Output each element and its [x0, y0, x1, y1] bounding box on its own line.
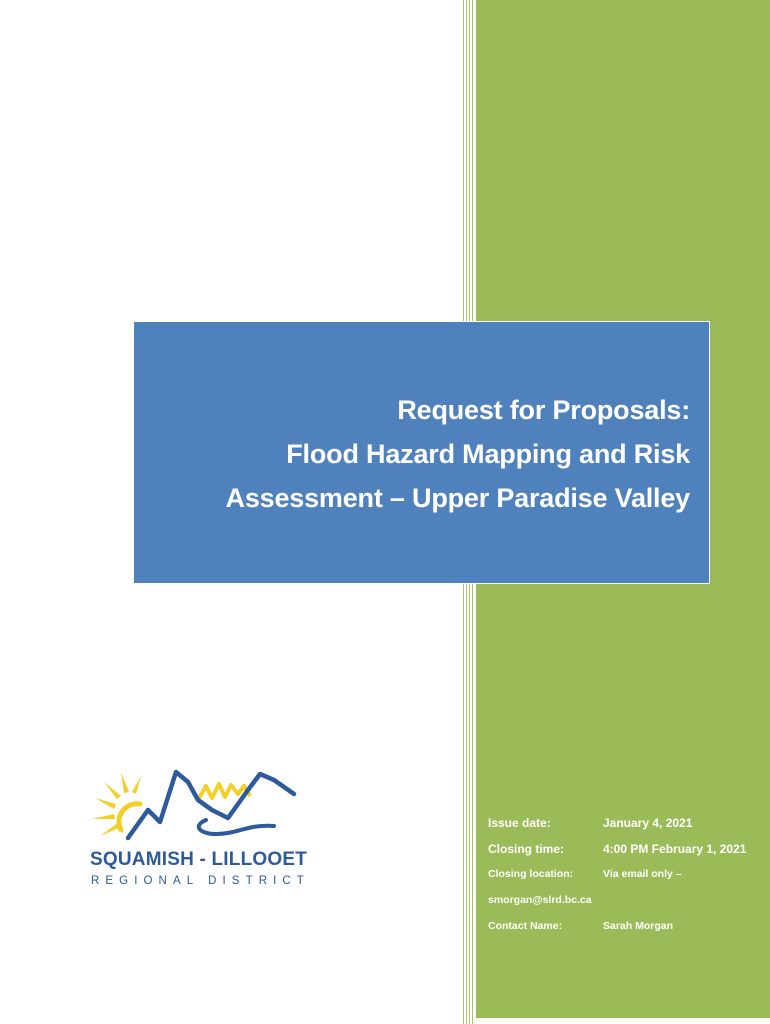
- logo-mountains-sun-icon: [88, 764, 300, 850]
- logo-subtitle: REGIONAL DISTRICT: [91, 875, 310, 887]
- title-line-2: Flood Hazard Mapping and Risk: [286, 439, 690, 469]
- logo-name: SQUAMISH - LILLOOET: [90, 849, 308, 870]
- closing-location-label: Closing location:: [488, 868, 574, 880]
- issue-date-value: January 4, 2021: [603, 816, 693, 830]
- closing-email: smorgan@slrd.bc.ca: [488, 894, 592, 906]
- closing-time-label: Closing time:: [488, 842, 565, 856]
- title-line-3: Assessment – Upper Paradise Valley: [225, 483, 690, 513]
- closing-time-value: 4:00 PM February 1, 2021: [603, 842, 747, 856]
- title-box: [133, 321, 710, 584]
- title-line-1: Request for Proposals:: [397, 395, 690, 425]
- slrd-logo: [88, 764, 310, 888]
- contact-label: Contact Name:: [488, 920, 563, 932]
- issue-date-label: Issue date:: [488, 816, 551, 830]
- contact-value: Sarah Morgan: [603, 920, 674, 932]
- closing-location-value: Via email only –: [603, 868, 682, 880]
- document-title: [150, 388, 690, 520]
